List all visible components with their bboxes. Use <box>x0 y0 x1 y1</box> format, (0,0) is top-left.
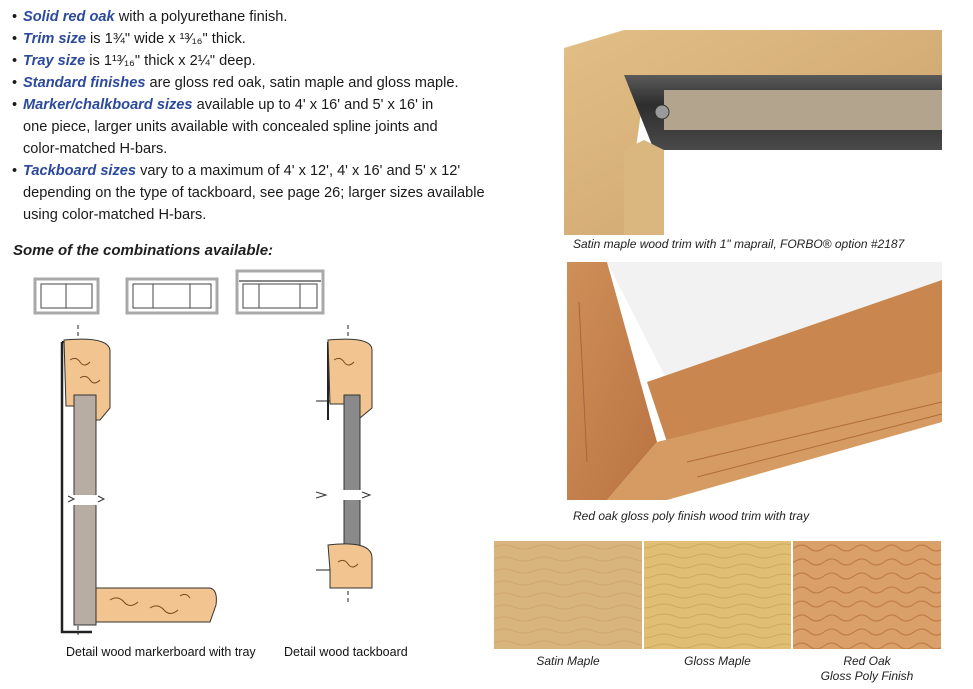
maple-trim-photo <box>564 30 942 235</box>
bullet-text-line: color-matched H-bars. <box>23 141 168 157</box>
bullet-key: Solid red oak <box>23 9 115 25</box>
combinations-title: Some of the combinations available: <box>13 242 274 259</box>
bullet-text: are gloss red oak, satin maple and gloss maple. <box>145 75 459 91</box>
combo-3-panel <box>127 279 217 313</box>
bullet-text: with a polyurethane finish. <box>114 9 288 25</box>
maple-photo-caption: Satin maple wood trim with 1" maprail, FORBO® option #2187 <box>573 237 905 251</box>
bullet-tray-size: • Tray size is 1¹³⁄₁₆" thick x 2¼" deep. <box>12 53 256 69</box>
swatch-red-oak <box>793 541 941 649</box>
swatch-label-gloss-maple: Gloss Maple <box>684 654 751 668</box>
oak-photo-caption: Red oak gloss poly finish wood trim with tray <box>573 509 810 523</box>
finish-swatches <box>494 541 941 649</box>
combo-2-panel <box>35 279 98 313</box>
feature-list <box>12 6 552 226</box>
bullet-text: vary to a maximum of 4' x 12', 4' x 16' and 5' x 12' <box>136 163 461 179</box>
bullet-key: Tackboard sizes <box>23 163 137 179</box>
combo-3-panel-with-rail <box>237 271 323 313</box>
bullet-key: Standard finishes <box>23 75 146 91</box>
bullet-text-line: using color-matched H-bars. <box>23 207 207 223</box>
bullet-key: Trim size <box>23 31 86 47</box>
bullet-standard-finishes: • Standard finishes are gloss red oak, satin maple and gloss maple. <box>12 75 459 91</box>
bullet-text: is 1¾" wide x ¹³⁄₁₆" thick. <box>86 31 246 47</box>
bullet-text-line: depending on the type of tackboard, see page 26; larger sizes available <box>23 185 485 201</box>
bullet-trim-size: • Trim size is 1¾" wide x ¹³⁄₁₆" thick. <box>12 31 246 47</box>
tackboard-detail-caption: Detail wood tackboard <box>284 645 408 659</box>
swatch-gloss-maple <box>644 541 791 649</box>
bullet-key: Marker/chalkboard sizes <box>23 97 193 113</box>
tackboard-section-detail <box>300 320 400 610</box>
bullet-text: is 1¹³⁄₁₆" thick x 2¼" deep. <box>85 53 256 69</box>
bullet-text: available up to 4' x 16' and 5' x 16' in <box>192 97 434 113</box>
markerboard-detail-caption: Detail wood markerboard with tray <box>66 645 256 659</box>
oak-tray-photo <box>567 262 942 500</box>
bullet-solid-red-oak: • Solid red oak with a polyurethane finish. <box>12 9 288 25</box>
bullet-marker-chalkboard-sizes: • Marker/chalkboard sizes available up to 4' x 16' and 5' x 16' in one piece, larger units available with concealed spline joints and color-matched H-bars. <box>12 94 552 160</box>
bullet-tackboard-sizes: • Tackboard sizes vary to a maximum of 4' x 12', 4' x 16' and 5' x 12' depending on the type of tackboard, see page 26; larger sizes available using color-matched H-bars. <box>12 160 552 226</box>
swatch-satin-maple <box>494 541 642 649</box>
markerboard-section-detail <box>40 320 230 640</box>
swatch-label-satin-maple: Satin Maple <box>536 654 600 668</box>
bullet-key: Tray size <box>23 53 86 69</box>
combination-thumbnails <box>30 268 330 318</box>
bullet-text-line: one piece, larger units available with concealed spline joints and <box>23 119 438 135</box>
swatch-label-red-oak: Red Oak Gloss Poly Finish <box>820 654 914 683</box>
